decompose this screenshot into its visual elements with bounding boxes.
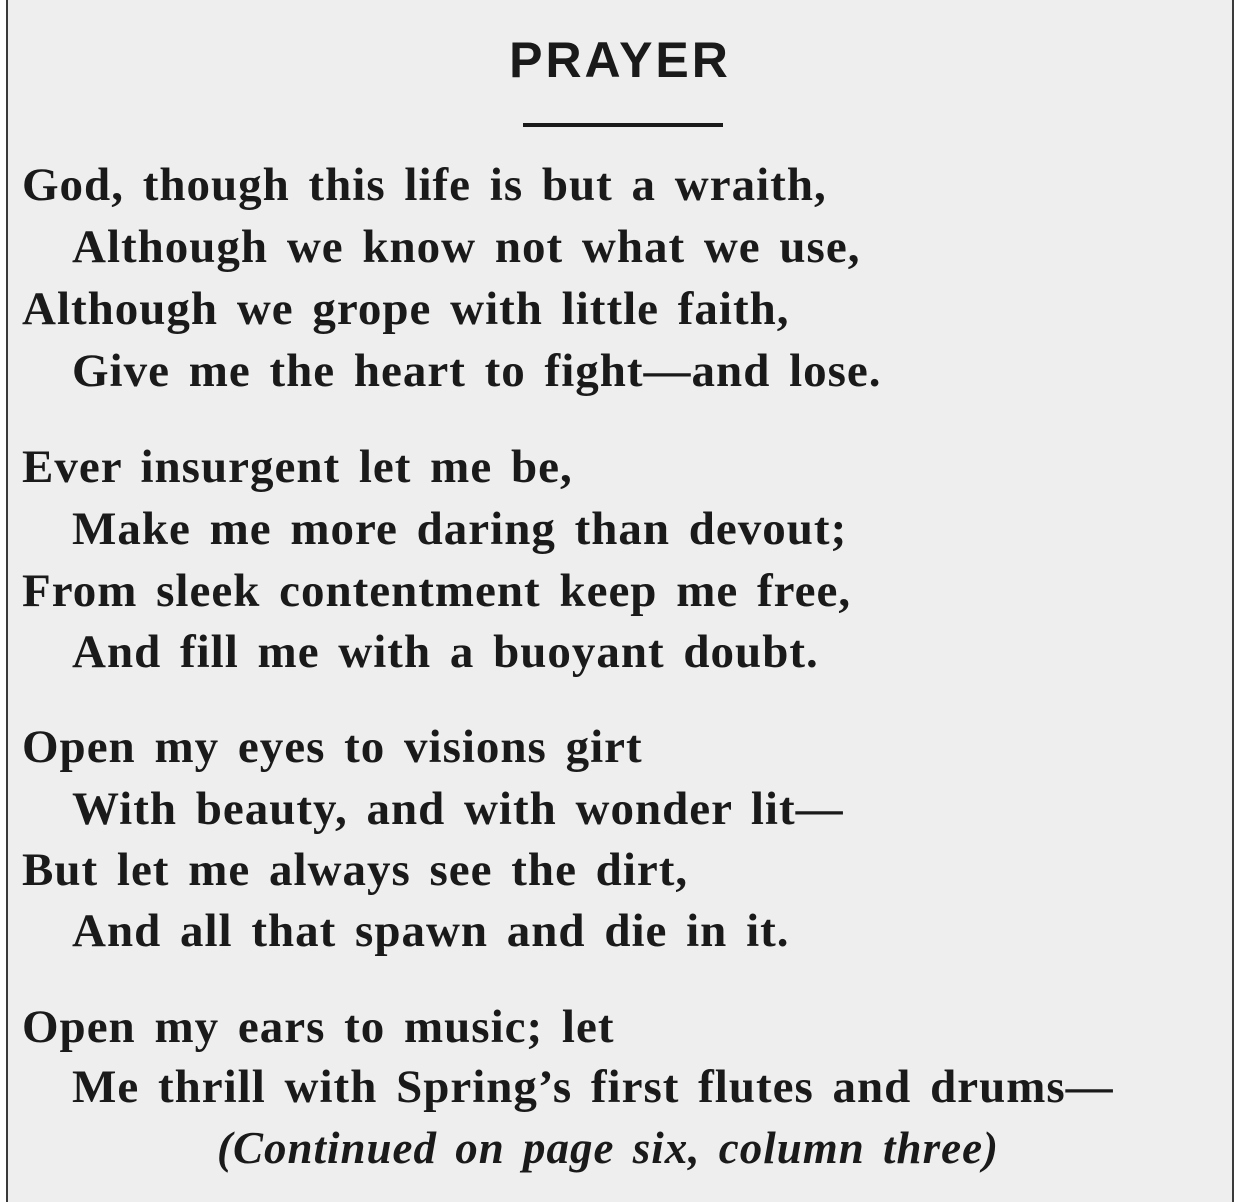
poem-line: Me thrill with Spring’s first flutes and drums— xyxy=(72,1061,1114,1113)
poem-line: From sleek contentment keep me free, xyxy=(22,565,852,617)
poem-line: With beauty, and with wonder lit— xyxy=(72,783,844,835)
poem-line: Give me the heart to fight—and lose. xyxy=(72,345,882,397)
poem-line: Ever insurgent let me be, xyxy=(22,441,573,493)
continued-note-text: (Continued on page six, column three) xyxy=(216,1123,1000,1173)
poem-line: Although we grope with little faith, xyxy=(22,283,790,335)
poem-line: Make me more daring than devout; xyxy=(72,503,848,555)
poem-line: But let me always see the dirt, xyxy=(22,844,689,896)
poem-line: And all that spawn and die in it. xyxy=(72,905,790,957)
poem-line: And fill me with a buoyant doubt. xyxy=(72,626,819,678)
poem-line: God, though this life is but a wraith, xyxy=(22,159,827,211)
continued-note xyxy=(0,1118,1240,1178)
poem-title: PRAYER xyxy=(509,32,731,88)
poem-line: Open my eyes to visions girt xyxy=(22,721,643,773)
poem-line: Open my ears to music; let xyxy=(22,1001,615,1053)
poem-line: Although we know not what we use, xyxy=(72,221,861,273)
title-rule xyxy=(523,123,723,127)
